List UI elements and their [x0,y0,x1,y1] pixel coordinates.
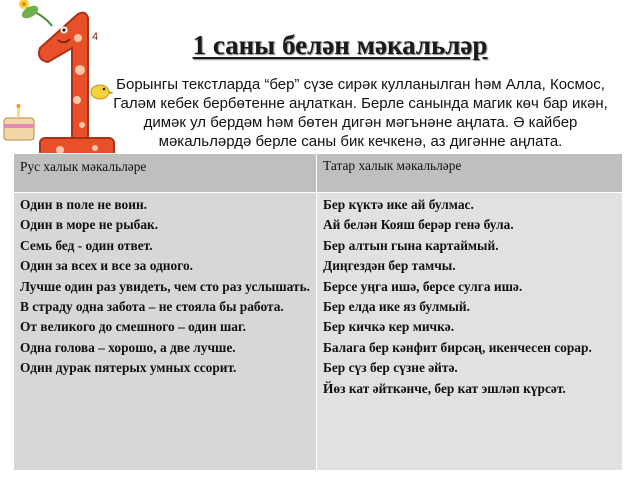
list-item: Ай белән Кояш берәр генә була. [323,217,514,233]
svg-text:4: 4 [92,31,99,43]
list-item: Один в поле не воин. [20,197,148,212]
list-item: Один в море не рыбак. [20,217,159,233]
intro-paragraph: Борынгы текстларда “бер” сүзе сирәк кулланылган һәм Алла, Космос, Галәм кебек бербөтенне аңлаткан. Берле санында магик көч бар икән, димәк ул бердәм һәм бөтен дигән мәгънәне аңлата. Ә кайбер мәкальләрдә берле саны бик кечкенә, аз дигәнне аңлата. [113,76,608,150]
list-item: Одна голова – хорошо, а две лучше. [20,339,236,355]
proverbs-table [13,153,623,471]
list-item: Берсе уңга ишә, берсе сулга ишә. [323,278,523,294]
list-item: Йөз кат әйткәнче, бер кат эшләп күрсәт. [323,380,566,396]
list-item: Бер елда ике яз булмый. [323,298,470,314]
list-item: Один за всех и все за одного. [20,258,193,274]
list-item: Бер кичкә кер мичкә. [323,319,455,335]
table-row [14,193,623,471]
list-item: Бер күктә ике ай булмас. [323,197,474,212]
page-title: 1 саны белән мәкальләр [192,30,488,60]
russian-proverbs-cell [14,193,317,471]
list-item: Семь бед - один ответ. [20,237,153,253]
table-header-row [14,154,623,193]
header-tatar-proverbs: Татар халык мәкальләре [317,154,623,193]
list-item: Бер сүз бер сүзне әйтә. [323,360,458,376]
list-item: От великого до смешного – один шаг. [20,319,246,335]
list-item: Бер алтын гына картаймый. [323,237,499,253]
list-item: Один дурак пятерых умных ссорит. [20,360,237,376]
list-item: Балага бер кәнфит бирсәң, икенчесен сорар. [323,339,592,355]
tatar-proverbs-cell [317,193,623,471]
list-item: Диңгездән бер тамчы. [323,258,456,274]
header-russian-proverbs: Рус халык мәкальләре [14,154,317,193]
list-item: В страду одна забота – не стояла бы работа. [20,298,284,314]
list-item: Лучше один раз увидеть, чем сто раз услышать. [20,278,311,294]
